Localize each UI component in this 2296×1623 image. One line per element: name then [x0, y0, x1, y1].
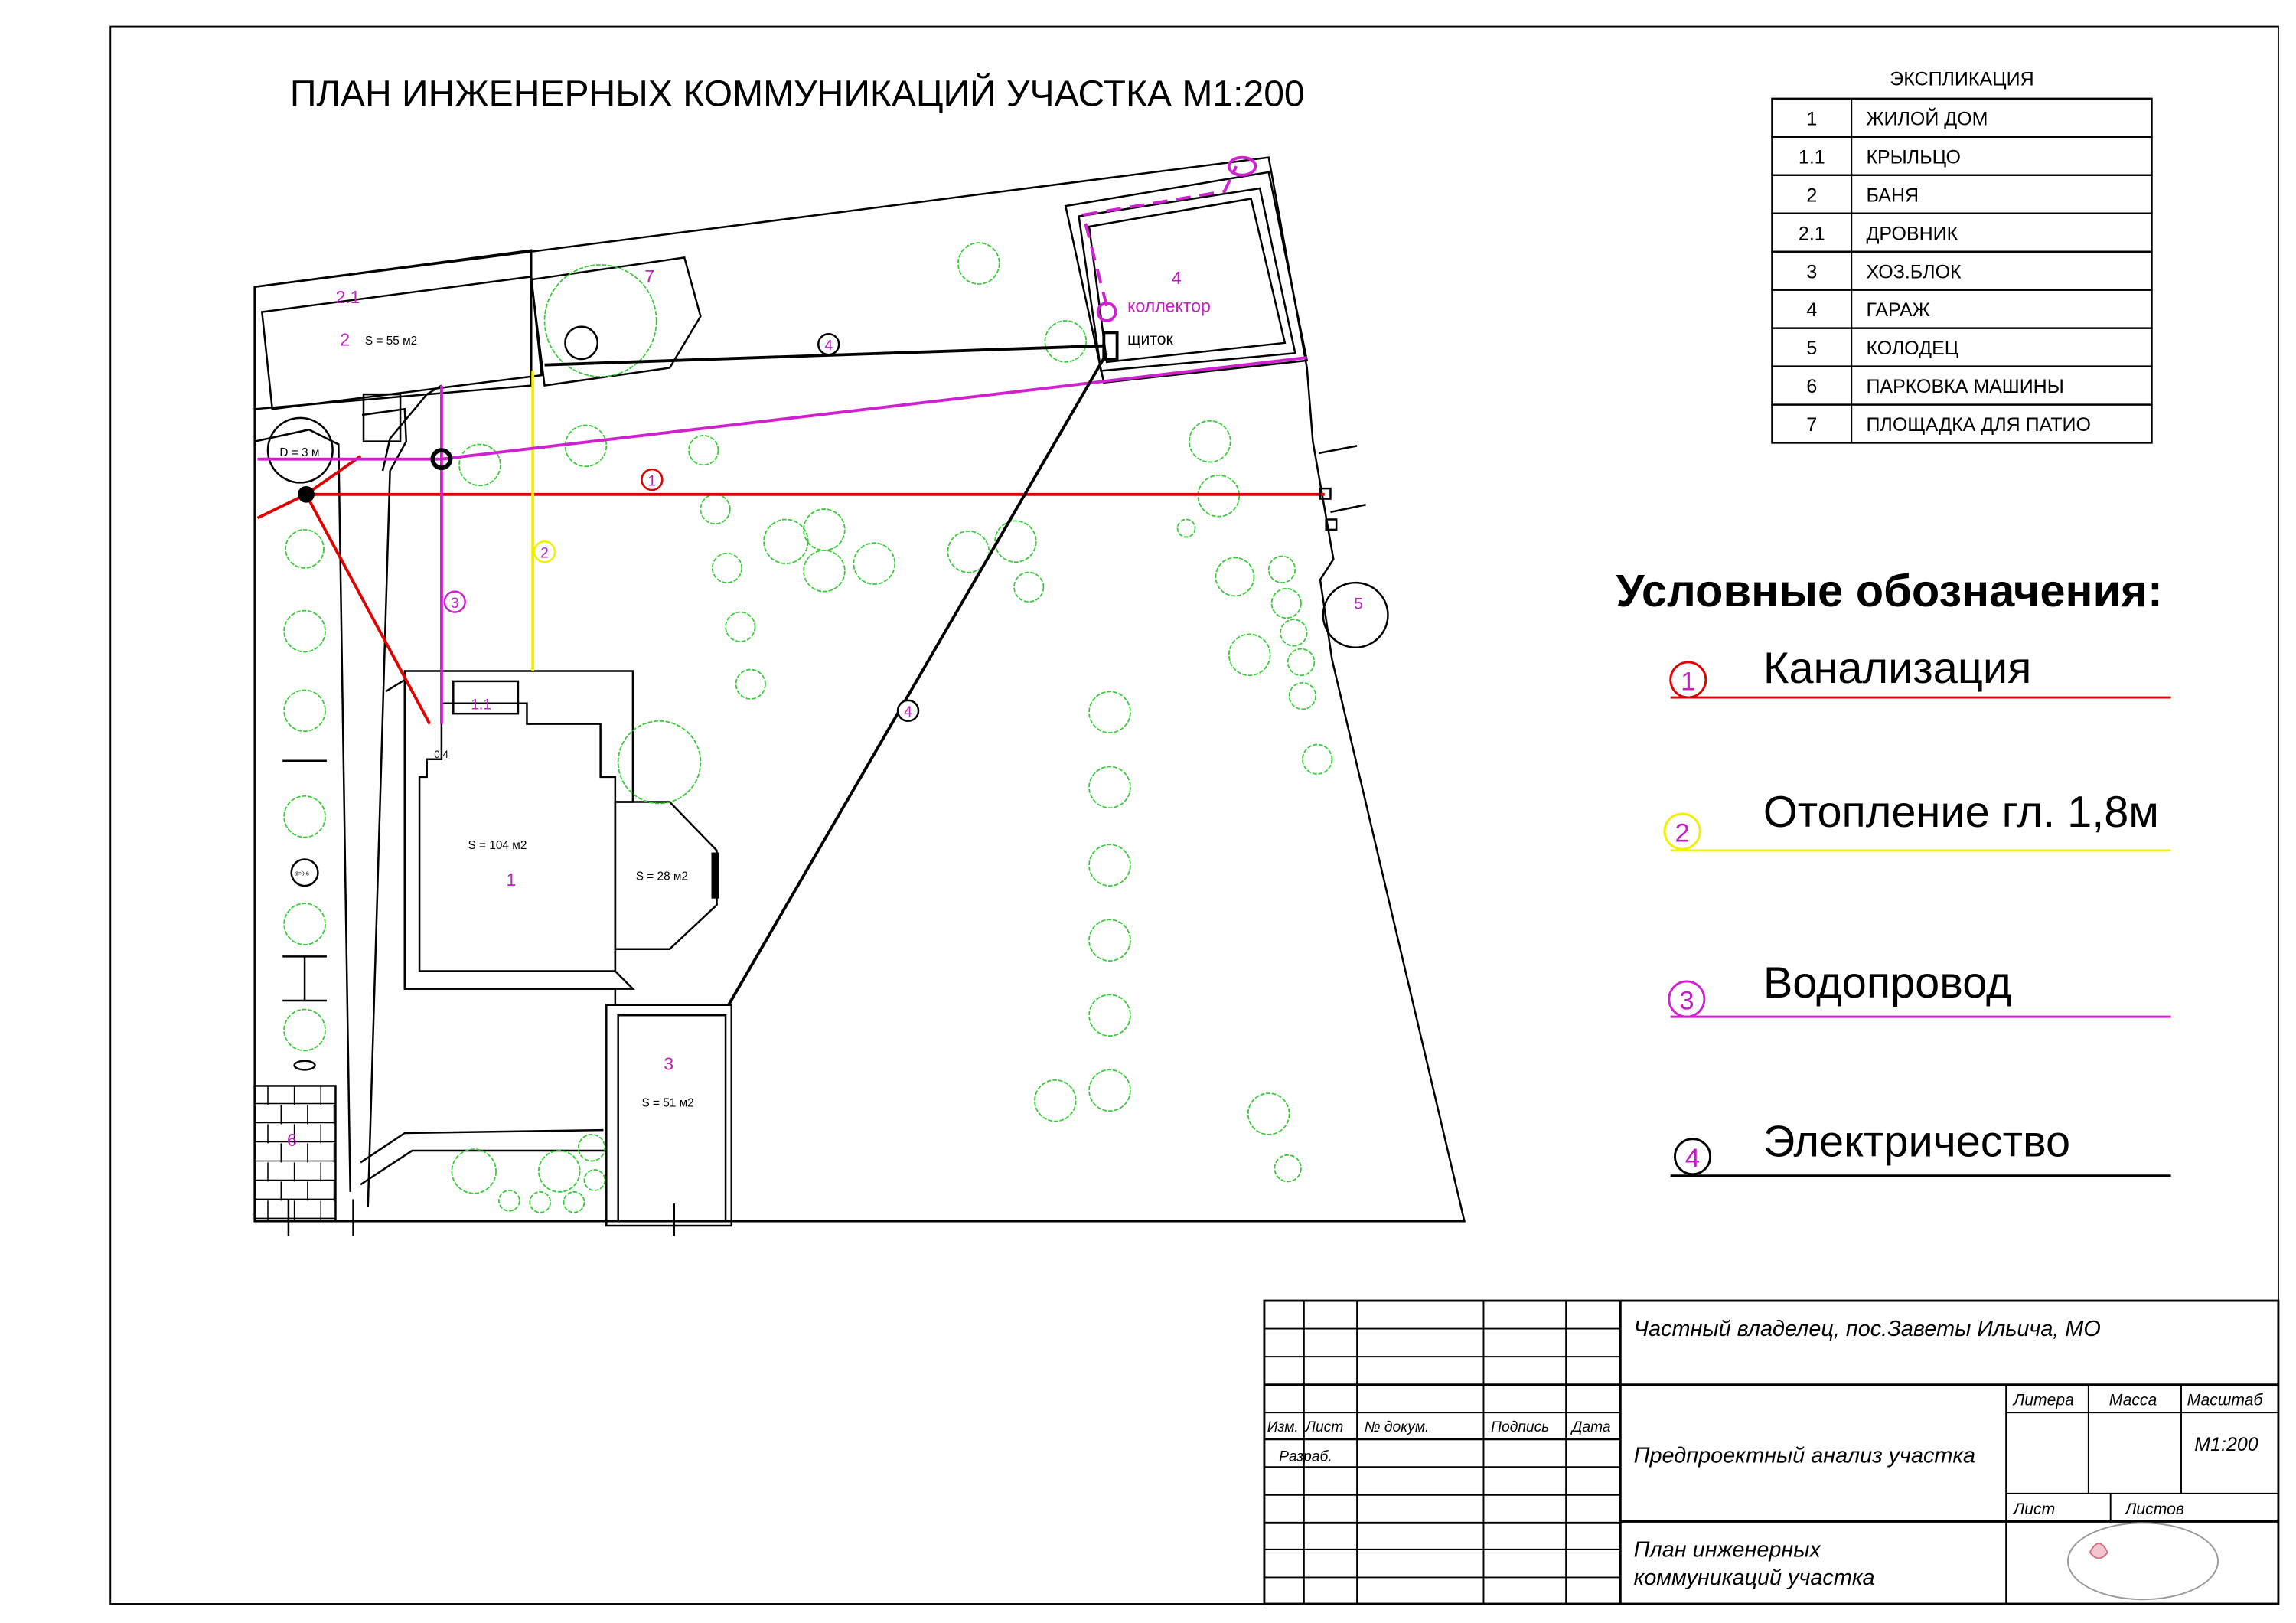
- list-col-header: Лист: [1305, 1419, 1344, 1436]
- tree-icon: [958, 243, 1000, 284]
- legend-number: 2: [1675, 818, 1690, 848]
- path-edge: [255, 429, 351, 1192]
- tree-icon: [1089, 691, 1130, 733]
- explication-num: 2.1: [1798, 223, 1825, 245]
- path-edge: [360, 1130, 603, 1162]
- tree-icon: [1229, 634, 1270, 675]
- litera-header: Литера: [2013, 1391, 2074, 1409]
- tree-icon: [1269, 557, 1296, 583]
- bath-area: S = 55 м2: [364, 334, 418, 348]
- water-line-garage: [1083, 166, 1236, 306]
- tree-icon: [726, 612, 755, 642]
- patio-label: 7: [644, 266, 655, 287]
- tree-icon: [804, 550, 845, 592]
- explication-name: ПЛОЩАДКА ДЛЯ ПАТИО: [1866, 414, 2091, 436]
- tree-icon: [1189, 421, 1231, 462]
- massa-header: Масса: [2108, 1391, 2157, 1409]
- line-marker-number: 3: [450, 595, 459, 612]
- explication-name: ХОЗ.БЛОК: [1866, 261, 1962, 283]
- tree-icon: [1089, 844, 1130, 886]
- doc-header: № докум.: [1364, 1419, 1430, 1436]
- tree-icon: [284, 611, 325, 652]
- sheet-title-2: коммуникаций участка: [1633, 1566, 1875, 1591]
- explication-num: 5: [1806, 338, 1818, 360]
- list-header: Лист: [2013, 1500, 2056, 1518]
- tree-icon: [584, 1170, 605, 1190]
- tree-icon: [1280, 619, 1307, 646]
- line-marker-number: 4: [824, 338, 833, 354]
- legend-number: 3: [1679, 986, 1694, 1016]
- explication-name: ЖИЛОЙ ДОМ: [1866, 108, 1988, 130]
- explication-name: ГАРАЖ: [1866, 299, 1930, 322]
- path-edge: [360, 1151, 606, 1184]
- legend: [1616, 565, 2171, 1176]
- tree-icon: [284, 1010, 325, 1051]
- porch-label: 1.1: [471, 697, 492, 714]
- house-inner: [419, 704, 615, 972]
- company-logo: [2068, 1523, 2218, 1599]
- explication-title: ЭКСПЛИКАЦИЯ: [1890, 68, 2034, 90]
- entrance-arrow: [1330, 505, 1365, 512]
- tree-icon: [764, 519, 808, 563]
- sewer-line: [306, 495, 430, 724]
- explication-num: 4: [1806, 299, 1818, 322]
- annex-window: [713, 854, 719, 898]
- basin-symbol: [295, 1061, 315, 1070]
- tree-icon: [564, 1192, 585, 1213]
- scale-value: М1:200: [2194, 1434, 2258, 1456]
- well: [1323, 583, 1388, 648]
- line-marker-number: 1: [647, 473, 657, 490]
- legend-label: Отопление гл. 1,8м: [1763, 788, 2159, 838]
- tree-icon: [1303, 745, 1332, 774]
- developer-label: Разраб.: [1279, 1448, 1332, 1465]
- legend-heading: Условные обозначения:: [1616, 564, 2163, 616]
- tree-icon: [1045, 321, 1086, 362]
- tree-icon: [1089, 994, 1130, 1036]
- collector-label: коллектор: [1127, 296, 1211, 316]
- stage-text: Предпроектный анализ участка: [1633, 1443, 1976, 1468]
- sheet-title-1: План инженерных: [1633, 1537, 1821, 1563]
- tree-icon: [713, 554, 742, 583]
- tree-icon: [689, 436, 718, 465]
- explication-row: [1772, 328, 2151, 367]
- sign-header: Подпись: [1491, 1419, 1550, 1436]
- tree-icon: [1089, 766, 1130, 808]
- tree-icon: [1089, 919, 1130, 961]
- legend-number: 4: [1684, 1144, 1701, 1174]
- tree-icon: [618, 721, 701, 804]
- listov-header: Листов: [2125, 1500, 2184, 1518]
- house-area: S = 104 м2: [468, 839, 527, 853]
- tree-icon: [1177, 519, 1195, 537]
- offset-label: 0,4: [434, 748, 449, 760]
- explication-name: БАНЯ: [1866, 185, 1919, 207]
- water-line: [442, 358, 1307, 459]
- tree-icon: [736, 670, 765, 699]
- izm-header: Изм.: [1267, 1419, 1299, 1436]
- tree-icon: [499, 1190, 520, 1211]
- outbuilding: [606, 1005, 731, 1226]
- stairs: [364, 394, 400, 442]
- date-header: Дата: [1571, 1419, 1611, 1436]
- explication-row: [1772, 290, 2151, 328]
- explication-row: [1772, 175, 2151, 214]
- site-plan: [255, 158, 1465, 1236]
- explication-table: [1772, 68, 2151, 442]
- entrance-arrow: [1319, 446, 1357, 453]
- path-edge: [362, 409, 406, 1207]
- legend-label: Канализация: [1763, 643, 2032, 693]
- explication-num: 2: [1806, 185, 1818, 207]
- tree-icon: [284, 796, 325, 838]
- tree-icon: [284, 690, 325, 731]
- line-marker-number: 2: [540, 545, 549, 562]
- garage-mid: [1079, 188, 1296, 371]
- tree-icon: [1288, 649, 1315, 676]
- tree-icon: [700, 495, 729, 524]
- explication-name: ДРОВНИК: [1866, 223, 1958, 245]
- tree-icon: [1290, 683, 1316, 710]
- tree-icon: [565, 425, 606, 466]
- tree-icon: [804, 509, 845, 550]
- woodshed-outline: [255, 250, 532, 410]
- tree-icon: [1274, 1155, 1301, 1182]
- tree-icon: [1248, 1093, 1290, 1135]
- line-marker-number: 4: [904, 704, 912, 721]
- tree-icon: [853, 543, 895, 584]
- tree-icon: [995, 521, 1036, 562]
- tree-icon: [1035, 1080, 1076, 1122]
- tree-icon: [1215, 557, 1254, 596]
- patio-area: [531, 257, 700, 385]
- tree-icon: [459, 444, 501, 485]
- annex-area: S = 28 м2: [635, 870, 689, 883]
- explication-num: 3: [1806, 261, 1818, 283]
- outbuilding-inner: [618, 1015, 726, 1221]
- sewer-node: [298, 487, 313, 501]
- explication-num: 6: [1806, 376, 1818, 398]
- logo-flower: [2090, 1543, 2108, 1558]
- explication-num: 1: [1806, 108, 1818, 130]
- explication-name: КОЛОДЕЦ: [1866, 338, 1959, 360]
- explication-row: [1772, 214, 2151, 252]
- tree-icon: [1014, 573, 1043, 602]
- tree-icon: [539, 1151, 580, 1192]
- scale-header: Масштаб: [2187, 1391, 2263, 1409]
- panel-label: щиток: [1127, 330, 1173, 348]
- bath-label: 2: [340, 329, 351, 350]
- tree-icon: [530, 1192, 550, 1213]
- legend-label: Водопровод: [1763, 958, 2012, 1008]
- page-title: ПЛАН ИНЖЕНЕРНЫХ КОММУНИКАЦИЙ УЧАСТКА М1:200: [289, 73, 1305, 115]
- legend-number: 1: [1681, 667, 1696, 697]
- well-label: 5: [1354, 595, 1363, 613]
- explication-row: [1772, 252, 2151, 290]
- parking: [255, 1086, 336, 1221]
- explication-name: КРЫЛЬЦО: [1866, 146, 1961, 168]
- outbuilding-label: 3: [664, 1053, 674, 1074]
- explication-name: ПАРКОВКА МАШИНЫ: [1866, 376, 2064, 398]
- site-boundary: [255, 158, 1465, 1222]
- explication-row: [1772, 137, 2151, 175]
- house-label: 1: [506, 870, 517, 890]
- garage-label: 4: [1171, 267, 1182, 288]
- tree-icon: [1089, 1069, 1130, 1111]
- tree-icon: [285, 530, 324, 568]
- pond-label: D = 3 м: [279, 446, 320, 459]
- patio-feature: [565, 327, 597, 359]
- tree-icon: [452, 1149, 496, 1194]
- tree-icon: [545, 265, 657, 377]
- house-outline: [405, 671, 633, 988]
- explication-num: 1.1: [1798, 146, 1825, 168]
- tree-icon: [284, 903, 325, 945]
- parking-label: 6: [287, 1130, 297, 1151]
- tree-icon: [1272, 589, 1301, 618]
- garage-outer: [1065, 172, 1306, 383]
- owner-text: Частный владелец, пос.Заветы Ильича, МО: [1633, 1317, 2101, 1342]
- tree-icon: [579, 1135, 605, 1161]
- small-well-label: d=0,6: [294, 870, 310, 877]
- woodshed-label: 2.1: [335, 286, 360, 307]
- explication-num: 7: [1806, 414, 1818, 436]
- outbuilding-area: S = 51 м2: [641, 1096, 694, 1110]
- legend-label: Электричество: [1763, 1117, 2071, 1167]
- power-line: [729, 353, 1107, 1004]
